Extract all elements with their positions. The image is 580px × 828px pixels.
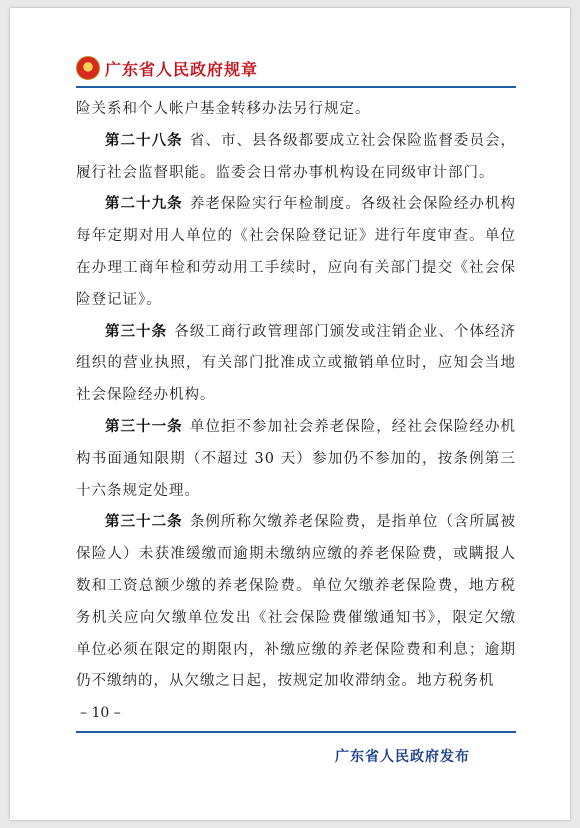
article-heading: 第三十一条 xyxy=(105,418,183,435)
paragraph-text: 单位拒不参加社会养老保险，经社会保险经办机构书面通知限期（不超过 30 天）参加仍不参加的，按条例第三十六条规定处理。 xyxy=(76,418,517,499)
document-page xyxy=(10,8,570,820)
article-heading: 第二十九条 xyxy=(105,196,183,213)
article-heading: 第三十条 xyxy=(105,323,168,340)
paragraph-text: 险关系和个人帐户基金转移办法另行规定。 xyxy=(76,101,371,117)
header-title: 广东省人民政府规章 xyxy=(105,59,259,79)
paragraph-text: 条例所称欠缴养老保险费，是指单位（含所属被保险人）未获准缓缴而逾期未缴纳应缴的养老保险费，或瞒报人数和工资总额少缴的养老保险费。单位欠缴养老保险费，地方税务机关应向欠缴单位发出《社会保险费催缴通知书》，限定欠缴单位必须在限定的期限内，补缴应缴的养老保险费和利息；逾期仍不缴纳的，从欠缴之日起，按规定加收滞纳金。地方税务机 xyxy=(76,514,517,690)
article-30 xyxy=(76,317,516,412)
article-29 xyxy=(76,189,516,316)
document-body xyxy=(76,94,516,698)
paragraph-text: 养老保险实行年检制度。各级社会保险经办机构每年定期对用人单位的《社会保险登记证》进行年度审查。单位在办理工商年检和劳动用工手续时，应向有关部门提交《社会保险登记证》。 xyxy=(76,196,517,308)
article-28 xyxy=(76,126,516,190)
publisher-label: 广东省人民政府发布 xyxy=(335,749,470,765)
footer-divider xyxy=(76,731,516,733)
page-number: – 10 – xyxy=(80,705,121,721)
article-32 xyxy=(76,507,516,698)
page-header xyxy=(76,56,258,80)
header-divider xyxy=(76,86,516,88)
paragraph-continuation xyxy=(76,94,516,126)
article-heading: 第二十八条 xyxy=(105,132,183,149)
article-heading: 第三十二条 xyxy=(105,514,183,531)
national-emblem-icon xyxy=(76,56,100,80)
article-31 xyxy=(76,412,516,507)
paragraph-text: 各级工商行政管理部门颁发或注销企业、个体经济组织的营业执照，有关部门批准成立或撤销单位时，应知会当地社会保险经办机构。 xyxy=(76,323,517,404)
paragraph-text: 省、市、县各级都要成立社会保险监督委员会，履行社会监督职能。监委会日常办事机构设在同级审计部门。 xyxy=(76,132,517,181)
